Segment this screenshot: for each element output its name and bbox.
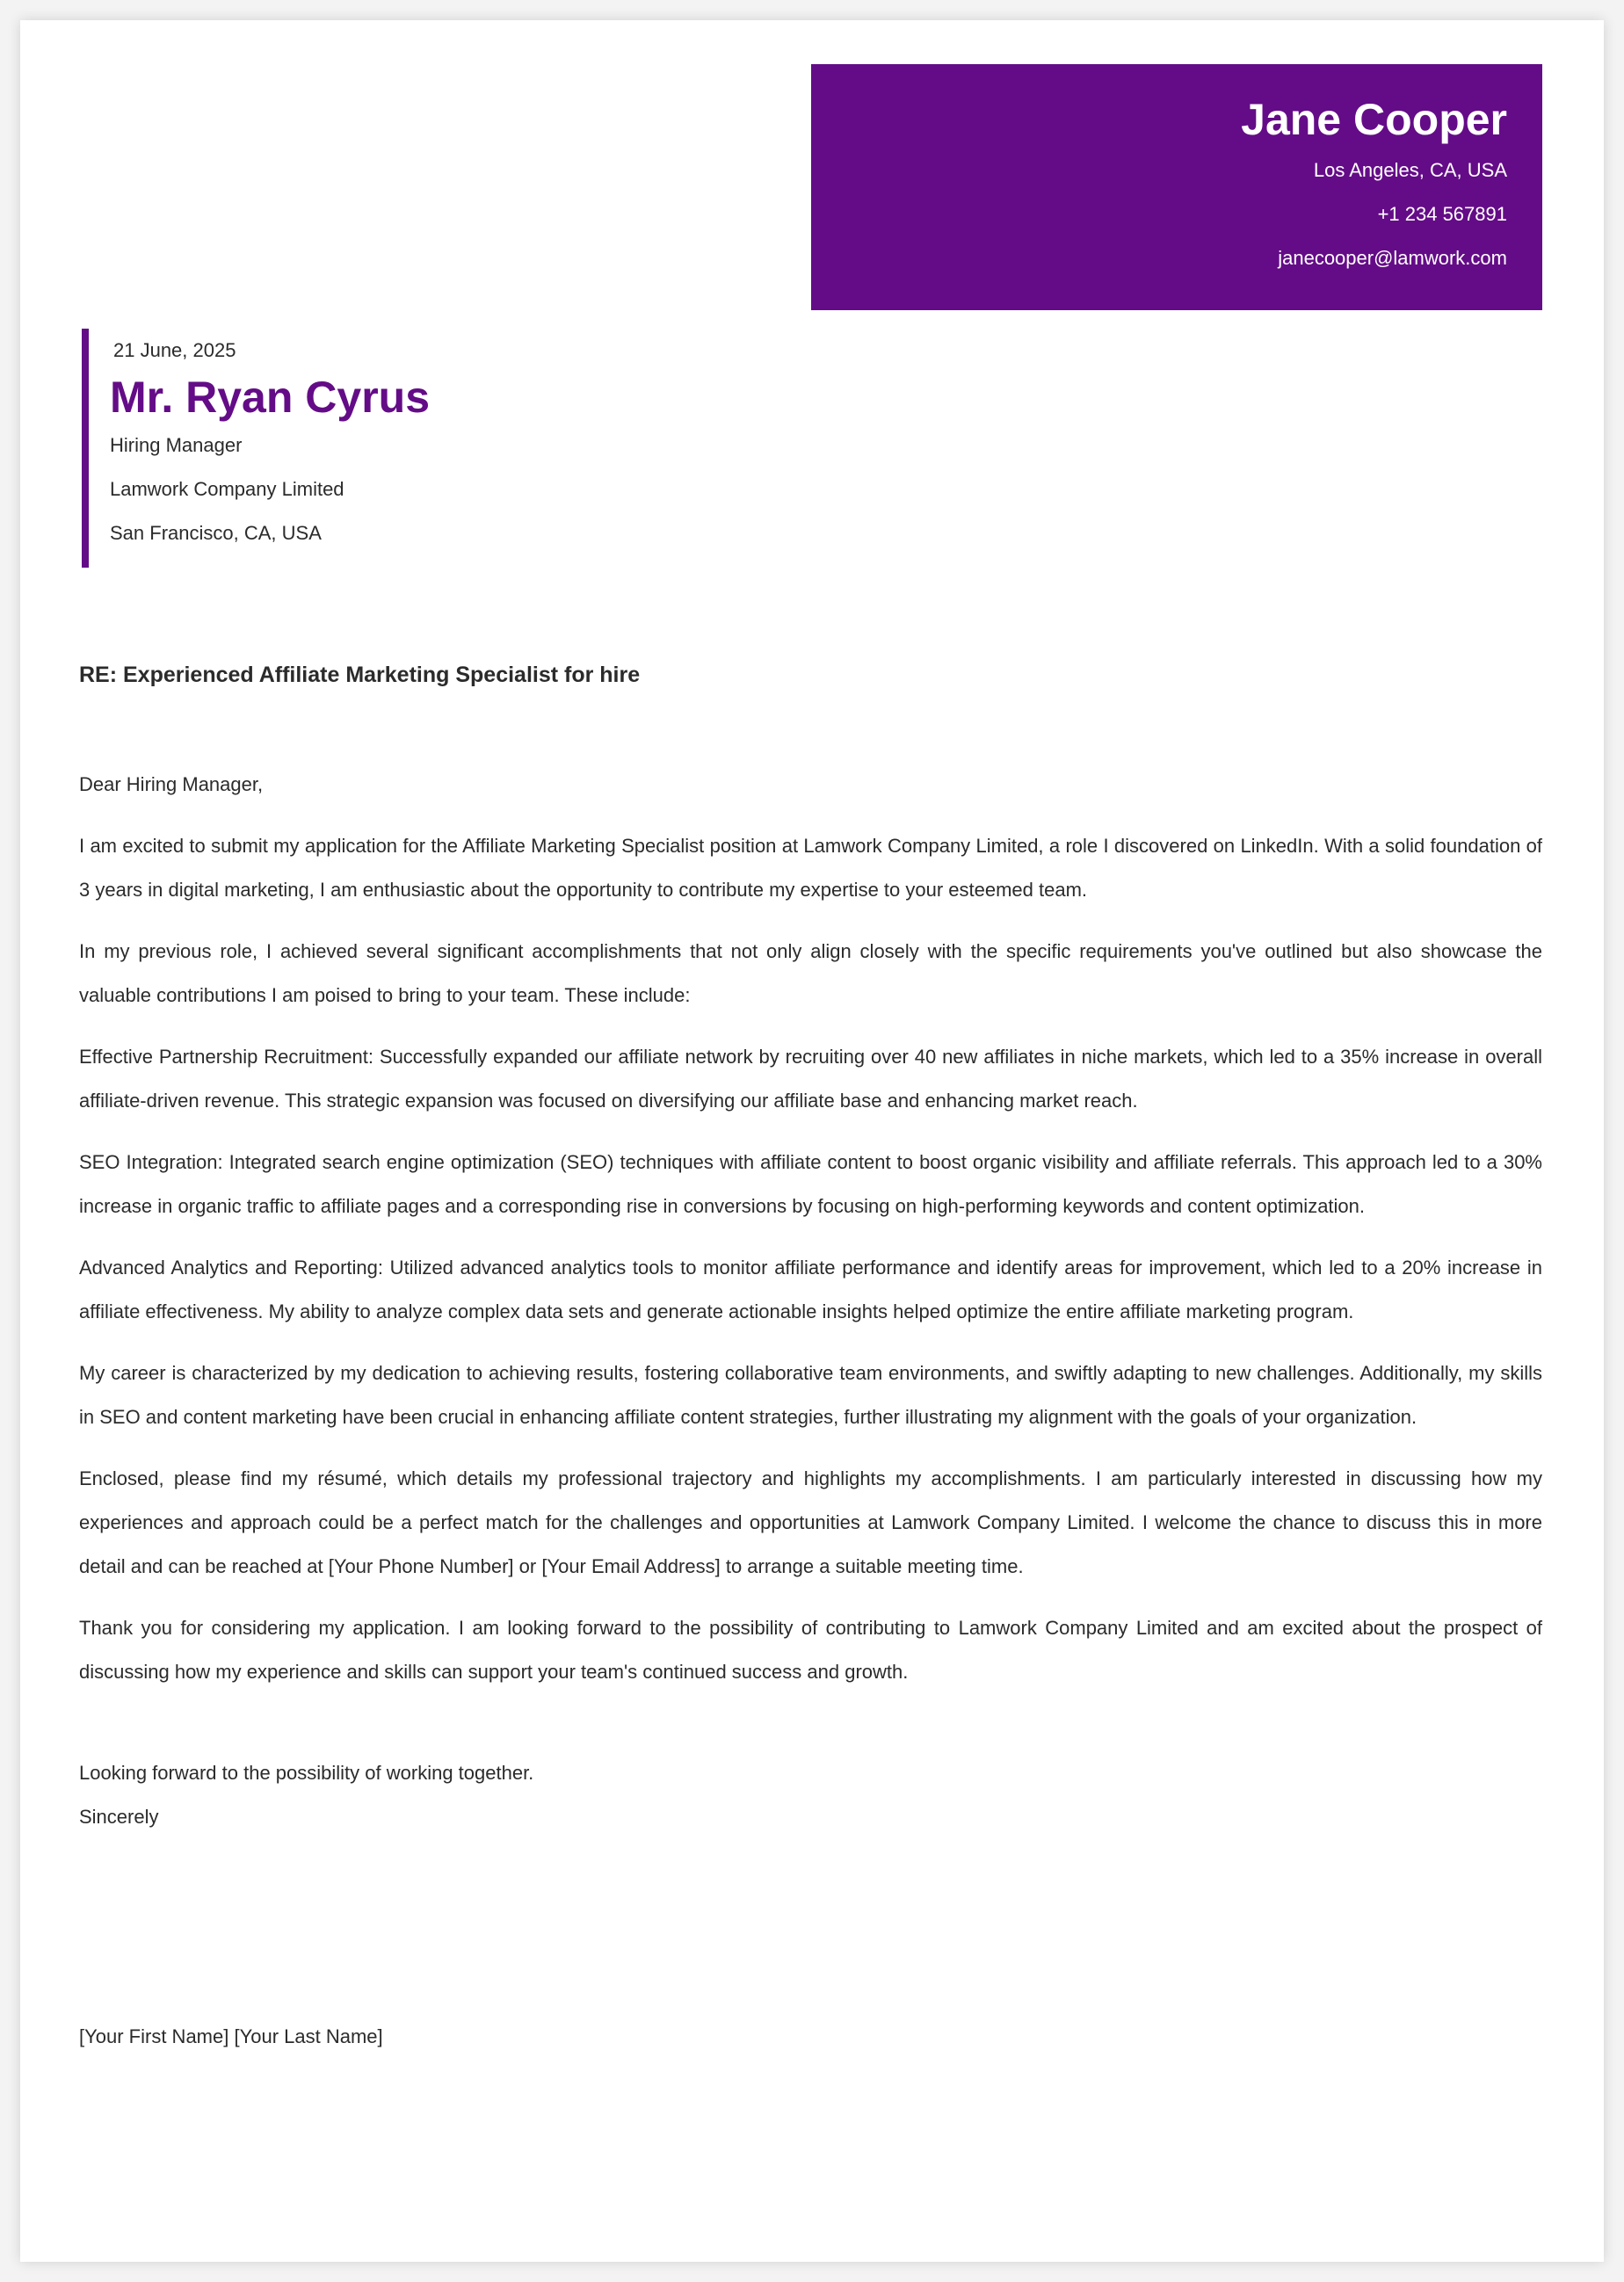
recipient-location: San Francisco, CA, USA — [110, 522, 322, 544]
body-paragraph: In my previous role, I achieved several significant accomplishments that not only align closely with the specific requirements you've outlined but also showcase the valuable contributions I am poised to bring to your team. These include: — [79, 940, 1542, 1006]
body-paragraph: SEO Integration: Integrated search engine optimization (SEO) techniques with affiliate content to boost organic visibility and affiliate referrals. This approach led to a 30% increase in organic traffic to affiliate pages and a corresponding rise in conversions by focusing on high-performing keywords and content optimization. — [79, 1151, 1542, 1217]
salutation: Dear Hiring Manager, — [79, 773, 264, 795]
closing-line: Looking forward to the possibility of working together. — [79, 1762, 534, 1784]
signature: [Your First Name] [Your Last Name] — [79, 2025, 383, 2047]
letter-date: 21 June, 2025 — [113, 339, 236, 361]
closing-signoff: Sincerely — [79, 1806, 159, 1828]
body-paragraph: Advanced Analytics and Reporting: Utilized advanced analytics tools to monitor affiliate performance and identify areas for improvement, which led to a 20% increase in affiliate effectiveness. My ability to analyze complex data sets and generate actionable insights helped optimize the entire affiliate marketing program. — [79, 1257, 1542, 1322]
recipient-block — [82, 329, 697, 568]
sender-name: Jane Cooper — [1241, 95, 1507, 144]
letter-page — [20, 20, 1604, 2262]
sender-header — [811, 64, 1542, 310]
closing-block — [79, 1751, 533, 1839]
body-paragraph: Thank you for considering my application. I am looking forward to the possibility of contributing to Lamwork Company Limited and am excited about the prospect of discussing how my experience and skills can support your team's continued success and growth. — [79, 1617, 1542, 1683]
sender-phone: +1 234 567891 — [1377, 203, 1507, 225]
recipient-name: Mr. Ryan Cyrus — [110, 373, 431, 422]
body-paragraph: Enclosed, please find my résumé, which details my professional trajectory and highlights my accomplishments. I am particularly interested in discussing how my experiences and approach could be a perfect match for the challenges and opportunities at Lamwork Company Limited. I welcome the chance to discuss this in more detail and can be reached at [Your Phone Number] or [Your Email Address] to arrange a suitable meeting time. — [79, 1467, 1542, 1577]
body-paragraph: I am excited to submit my application for the Affiliate Marketing Specialist position at Lamwork Company Limited, a role I discovered on LinkedIn. With a solid foundation of 3 years in digital marketing, I am enthusiastic about the opportunity to contribute my expertise to your esteemed team. — [79, 835, 1542, 901]
letter-body — [79, 763, 1542, 1712]
recipient-title: Hiring Manager — [110, 434, 243, 456]
body-paragraph: Effective Partnership Recruitment: Successfully expanded our affiliate network by recruiting over 40 new affiliates in niche markets, which led to a 35% increase in overall affiliate-driven revenue. This strategic expansion was focused on diversifying our affiliate base and enhancing market reach. — [79, 1046, 1542, 1112]
body-paragraph: My career is characterized by my dedication to achieving results, fostering collaborative team environments, and swiftly adapting to new challenges. Additionally, my skills in SEO and content marketing have been crucial in enhancing affiliate content strategies, further illustrating my alignment with the goals of your organization. — [79, 1362, 1542, 1428]
letter-subject: RE: Experienced Affiliate Marketing Specialist for hire — [79, 663, 641, 687]
sender-email: janecooper@lamwork.com — [1278, 247, 1507, 269]
sender-location: Los Angeles, CA, USA — [1313, 159, 1507, 181]
recipient-company: Lamwork Company Limited — [110, 478, 344, 500]
